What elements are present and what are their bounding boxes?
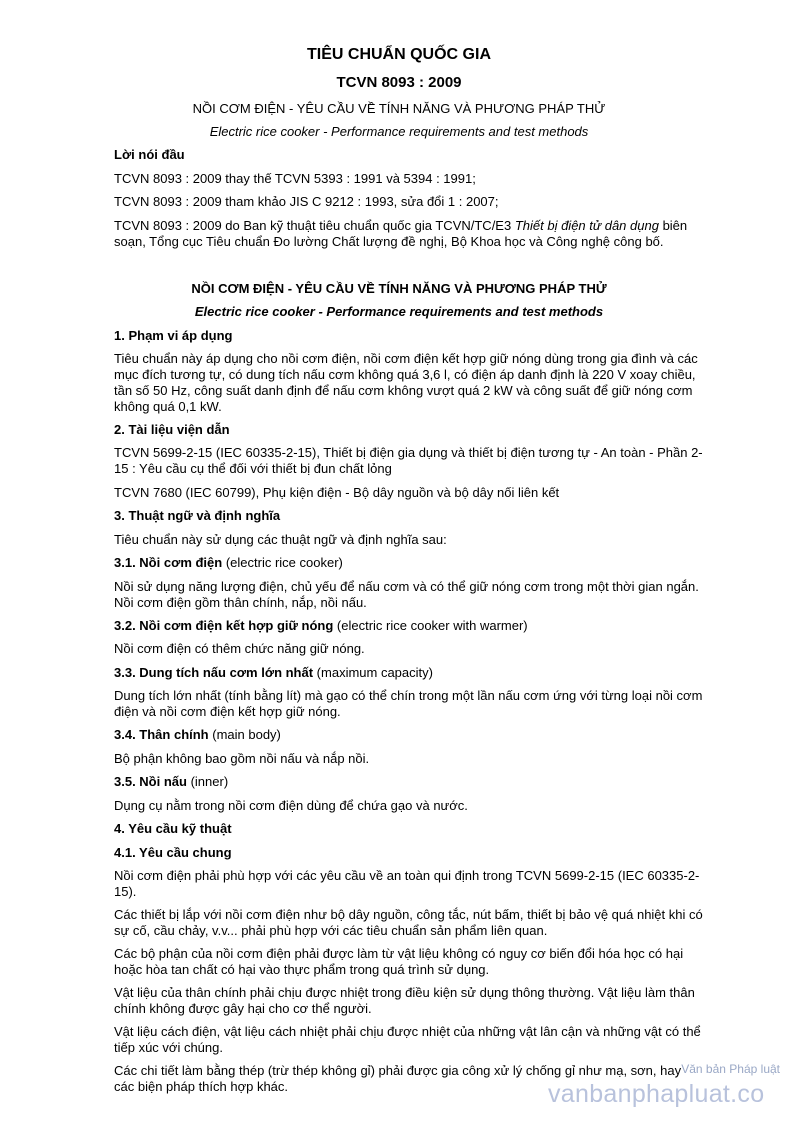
watermark-small: Văn bản Pháp luật	[681, 1062, 780, 1076]
definition-3-1-heading	[114, 555, 726, 572]
definition-3-1-line-1: Nồi sử dụng năng lượng điện, chủ yếu để nấu cơm và có thể giữ nóng cơm trong một thời gian ngắn.	[114, 579, 699, 594]
foreword-paragraph-3	[114, 218, 726, 235]
watermark-site[interactable]: vanbanphapluat.co	[548, 1080, 765, 1108]
section-4-heading: 4. Yêu cầu kỹ thuật	[114, 821, 232, 836]
definition-3-4-term: 3.4. Thân chính	[114, 727, 209, 742]
body-title-vietnamese: NỒI CƠM ĐIỆN - YÊU CẦU VỀ TÍNH NĂNG VÀ PHƯƠNG PHÁP THỬ	[191, 281, 607, 296]
definition-3-2-term: 3.2. Nồi cơm điện kết hợp giữ nóng	[114, 618, 334, 633]
definition-3-2-english: (electric rice cooker with warmer)	[333, 618, 528, 633]
definition-3-3-line-1: Dung tích lớn nhất (tính bằng lít) mà gạo có thể chín trong một lần nấu cơm ứng với từng loại nồi cơm	[114, 688, 703, 703]
requirement-4-line-1: Vật liệu của thân chính phải chịu được nhiệt trong điều kiện sử dụng thông thường. Vật liệu làm thân	[114, 985, 695, 1000]
section-3-heading: 3. Thuật ngữ và định nghĩa	[114, 508, 281, 523]
definition-3-4-line-1: Bộ phận không bao gồm nồi nấu và nắp nồi.	[114, 751, 370, 766]
definition-3-4-heading	[114, 727, 726, 744]
section-3-intro: Tiêu chuẩn này sử dụng các thuật ngữ và định nghĩa sau:	[114, 532, 447, 547]
requirement-5-line-1: Vật liệu cách điện, vật liệu cách nhiệt phải chịu được nhiệt của những vật lân cận và những vật có thể	[114, 1024, 701, 1039]
standard-code: TCVN 8093 : 2009	[336, 74, 462, 91]
requirement-3-line-2: hoặc hòa tan chất có hại vào thực phẩm trong quá trình sử dụng.	[114, 962, 490, 977]
reference-2: TCVN 7680 (IEC 60799), Phụ kiện điện - Bộ dây nguồn và bộ dây nối liên kết	[114, 485, 560, 500]
definition-3-5-term: 3.5. Nồi nấu	[114, 774, 187, 789]
definition-3-3-heading	[114, 665, 726, 682]
section-1-line-3: tần số 50 Hz, công suất danh định để nấu cơm không vượt quá 2 kW và công suất để giữ nóng cơm	[114, 383, 693, 398]
section-1-line-1: Tiêu chuẩn này áp dụng cho nồi cơm điện, nồi cơm điện kết hợp giữ nóng dùng trong gia đình và các	[114, 351, 698, 366]
foreword-paragraph-2: TCVN 8093 : 2009 tham khảo JIS C 9212 : 1993, sửa đổi 1 : 2007;	[114, 194, 499, 209]
section-1-heading: 1. Phạm vi áp dụng	[114, 328, 233, 343]
document-title: TIÊU CHUẨN QUỐC GIA	[307, 46, 491, 63]
foreword-heading: Lời nói đầu	[114, 147, 185, 162]
reference-1-line-1: TCVN 5699-2-15 (IEC 60335-2-15), Thiết bị điện gia dụng và thiết bị điện tương tự - An toàn - Phần 2-	[114, 445, 703, 460]
body-title-english: Electric rice cooker - Performance requirements and test methods	[194, 304, 604, 319]
requirement-6-line-2: các biện pháp thích hợp khác.	[114, 1079, 289, 1094]
foreword-p3-text: TCVN 8093 : 2009 do Ban kỹ thuật tiêu chuẩn quốc gia TCVN/TC/E3	[114, 218, 515, 233]
foreword-p3-tail: biên	[658, 218, 688, 233]
foreword-paragraph-1: TCVN 8093 : 2009 thay thế TCVN 5393 : 1991 và 5394 : 1991;	[114, 171, 476, 186]
section-1-line-4: không quá 0,1 kW.	[114, 399, 222, 414]
definition-3-5-line-1: Dụng cụ nằm trong nồi cơm điện dùng để chứa gạo và nước.	[114, 798, 468, 813]
requirement-2-line-2: sự cố, cầu chảy, v.v... phải phù hợp với các tiêu chuẩn sản phẩm liên quan.	[114, 923, 548, 938]
section-2-heading: 2. Tài liệu viện dẫn	[114, 422, 230, 437]
requirement-6-line-1: Các chi tiết làm bằng thép (trừ thép không gỉ) phải được gia công xử lý chống gỉ như mạ, sơn, hay	[114, 1063, 682, 1078]
requirement-1-line-1: Nồi cơm điện phải phù hợp với các yêu cầu về an toàn qui định trong TCVN 5699-2-15 (IEC 60335-2-	[114, 868, 700, 883]
definition-3-1-english: (electric rice cooker)	[222, 555, 343, 570]
definition-3-5-heading	[114, 774, 726, 791]
definition-3-1-term: 3.1. Nồi cơm điện	[114, 555, 223, 570]
section-4-1-heading: 4.1. Yêu cầu chung	[114, 845, 232, 860]
definition-3-3-english: (maximum capacity)	[313, 665, 433, 680]
definition-3-4-english: (main body)	[208, 727, 281, 742]
requirement-5-line-2: tiếp xúc với chúng.	[114, 1040, 223, 1055]
section-1-line-2: mục đích tương tự, có dung tích nấu cơm không quá 3,6 l, có điện áp danh định là 220 V xoay chiều,	[114, 367, 696, 382]
foreword-p3-italic: Thiết bị điện tử dân dụng	[514, 218, 659, 233]
definition-3-5-english: (inner)	[186, 774, 229, 789]
definition-3-3-term: 3.3. Dung tích nấu cơm lớn nhất	[114, 665, 314, 680]
subtitle-vietnamese: NỒI CƠM ĐIỆN - YÊU CẦU VỀ TÍNH NĂNG VÀ PHƯƠNG PHÁP THỬ	[192, 101, 606, 116]
requirement-1-line-2: 15).	[114, 884, 137, 899]
subtitle-english: Electric rice cooker - Performance requirements and test methods	[209, 124, 589, 139]
definition-3-3-line-2: điện và nồi cơm điện kết hợp giữ nóng.	[114, 704, 341, 719]
definition-3-1-line-2: Nồi cơm điện gồm thân chính, nắp, nồi nấu.	[114, 595, 367, 610]
requirement-4-line-2: chính không được gây hại cho cơ thể người.	[114, 1001, 372, 1016]
foreword-paragraph-3-line-2: soạn, Tổng cục Tiêu chuẩn Đo lường Chất lượng đề nghị, Bộ Khoa học và Công nghệ công bố.	[114, 234, 664, 249]
reference-1-line-2: 15 : Yêu cầu cụ thể đối với thiết bị đun chất lỏng	[114, 461, 392, 476]
definition-3-2-heading	[114, 618, 726, 635]
requirement-2-line-1: Các thiết bị lắp với nồi cơm điện như bộ dây nguồn, công tắc, nút bấm, thiết bị bảo vệ quá nhiệt khi có	[114, 907, 703, 922]
requirement-3-line-1: Các bộ phận của nồi cơm điện phải được làm từ vật liệu không có nguy cơ biến đổi hóa học có hại	[114, 946, 684, 961]
definition-3-2-line-1: Nồi cơm điện có thêm chức năng giữ nóng.	[114, 641, 365, 656]
